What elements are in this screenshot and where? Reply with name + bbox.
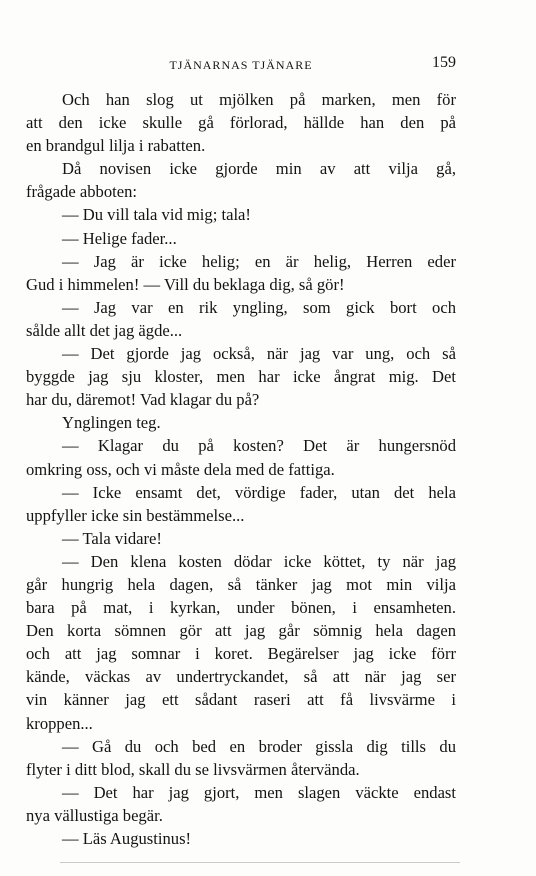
text-line: — Tala vidare! xyxy=(62,528,162,548)
page-number: 159 xyxy=(432,54,456,71)
text-line: Den korta sömnen gör att jag går sömnig hela dagen xyxy=(26,621,456,641)
text-line: — Icke ensamt det, vördige fader, utan det hela xyxy=(62,482,456,502)
text-line: omkring oss, och vi måste dela med de fattiga. xyxy=(26,459,335,479)
text-line: bara på mat, i kyrkan, under bönen, i ensamheten. xyxy=(26,598,456,618)
text-line: — Klagar du på kosten? Det är hungersnöd xyxy=(62,436,456,456)
running-head xyxy=(26,54,456,78)
text-line: — Det gjorde jag också, när jag var ung, och så xyxy=(62,344,456,364)
text-line: har du, däremot! Vad klagar du på? xyxy=(26,390,260,410)
text-line: frågade abboten: xyxy=(26,182,138,202)
text-line: — Läs Augustinus! xyxy=(62,829,192,848)
text-line: och att jag somnar i koret. Begärelser jag icke förr xyxy=(26,644,456,664)
text-line: sålde allt det jag ägde... xyxy=(26,320,183,340)
text-line: — Du vill tala vid mig; tala! xyxy=(62,205,251,225)
body-text xyxy=(26,88,456,850)
text-line: kände, väckas av undertryckandet, så att när jag ser xyxy=(26,667,456,687)
text-line: Gud i himmelen! — Vill du beklaga dig, så gör! xyxy=(26,274,345,294)
text-line: — Gå du och bed en broder gissla dig tills du xyxy=(62,736,456,756)
text-line: vin känner jag ett sådant raseri att få livsvärme i xyxy=(26,690,456,710)
text-line: att den icke skulle gå förlorad, hällde han den på xyxy=(26,113,456,133)
text-line: byggde jag sju kloster, men har icke ångrat mig. Det xyxy=(26,367,456,387)
text-line: kroppen... xyxy=(26,713,93,733)
running-title: TJÄNARNAS TJÄNARE xyxy=(169,58,313,72)
text-line: flyter i ditt blod, skall du se livsvärmen återvända. xyxy=(26,759,360,779)
text-line: Och han slog ut mjölken på marken, men för xyxy=(62,90,456,109)
text-line: Då novisen icke gjorde min av att vilja gå, xyxy=(62,159,456,179)
text-line: Ynglingen teg. xyxy=(62,413,161,433)
text-line: en brandgul lilja i rabatten. xyxy=(26,136,206,156)
text-line: uppfyller icke sin bestämmelse... xyxy=(26,505,245,525)
text-line: nya vällustiga begär. xyxy=(26,805,163,825)
text-line: — Den klena kosten dödar icke köttet, ty när jag xyxy=(62,551,456,571)
page-edge-line xyxy=(60,862,460,863)
text-line: — Det har jag gjort, men slagen väckte endast xyxy=(62,782,456,802)
text-line: — Jag är icke helig; en är helig, Herren eder xyxy=(62,251,456,271)
text-line: går hungrig hela dagen, så tänker jag mot min vilja xyxy=(26,574,456,594)
text-line: — Jag var en rik yngling, som gick bort och xyxy=(62,297,456,317)
text-line: — Helige fader... xyxy=(62,228,177,248)
